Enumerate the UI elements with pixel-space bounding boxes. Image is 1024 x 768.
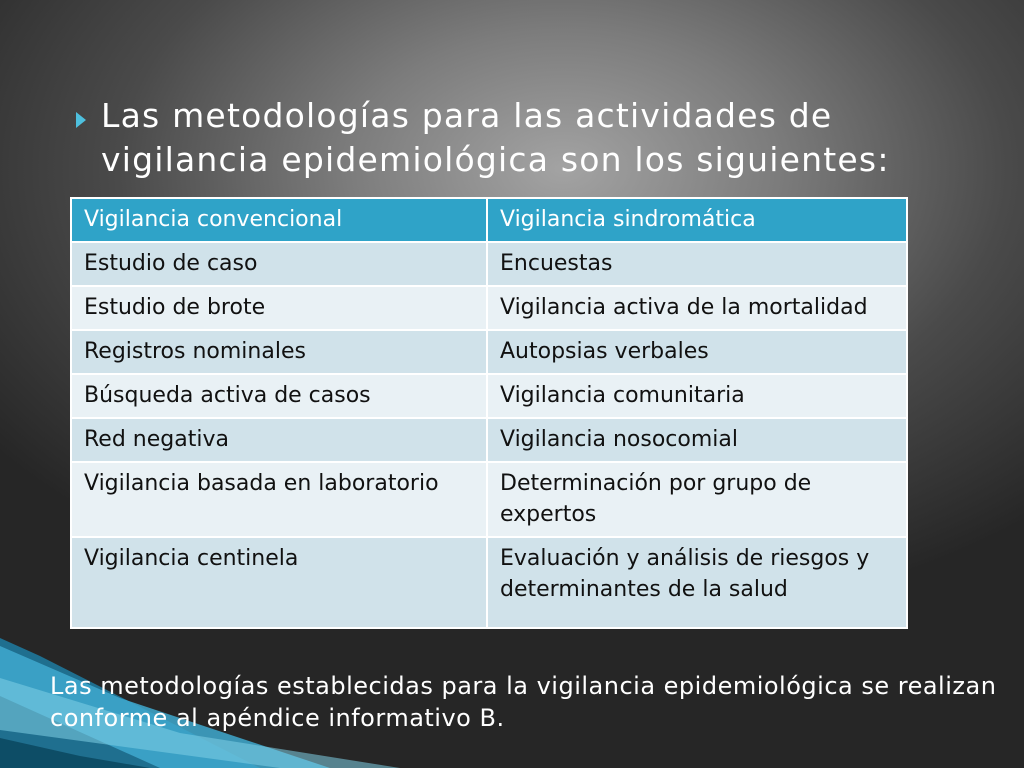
header-syndromic: Vigilancia sindromática (487, 198, 907, 242)
table-cell: Registros nominales (71, 330, 487, 374)
table-cell: Vigilancia basada en laboratorio (71, 462, 487, 537)
table-cell: Determinación por grupo de expertos (487, 462, 907, 537)
table-row (71, 330, 907, 374)
table-cell: Estudio de caso (71, 242, 487, 286)
table-cell: Vigilancia nosocomial (487, 418, 907, 462)
table-cell: Red negativa (71, 418, 487, 462)
table-row (71, 418, 907, 462)
table-row (71, 286, 907, 330)
table-row (71, 462, 907, 537)
triangle-bullet-icon (76, 112, 86, 128)
table-cell: Búsqueda activa de casos (71, 374, 487, 418)
table-row (71, 242, 907, 286)
table-row (71, 374, 907, 418)
methods-table (70, 197, 908, 629)
table-cell: Vigilancia activa de la mortalidad (487, 286, 907, 330)
footnote-text: Las metodologías establecidas para la vigilancia epidemiológica se realizan conforme al apéndice informativo B. (50, 672, 997, 732)
table-cell: Vigilancia centinela (71, 537, 487, 628)
header-conventional: Vigilancia convencional (71, 198, 487, 242)
table-cell: Autopsias verbales (487, 330, 907, 374)
slide-title: Las metodologías para las actividades de vigilancia epidemiológica son los siguientes: (101, 96, 890, 179)
table-cell: Estudio de brote (71, 286, 487, 330)
table-row (71, 537, 907, 628)
table-cell: Vigilancia comunitaria (487, 374, 907, 418)
table-cell: Encuestas (487, 242, 907, 286)
table-cell: Evaluación y análisis de riesgos y determinantes de la salud (487, 537, 907, 628)
table-header-row (71, 198, 907, 242)
